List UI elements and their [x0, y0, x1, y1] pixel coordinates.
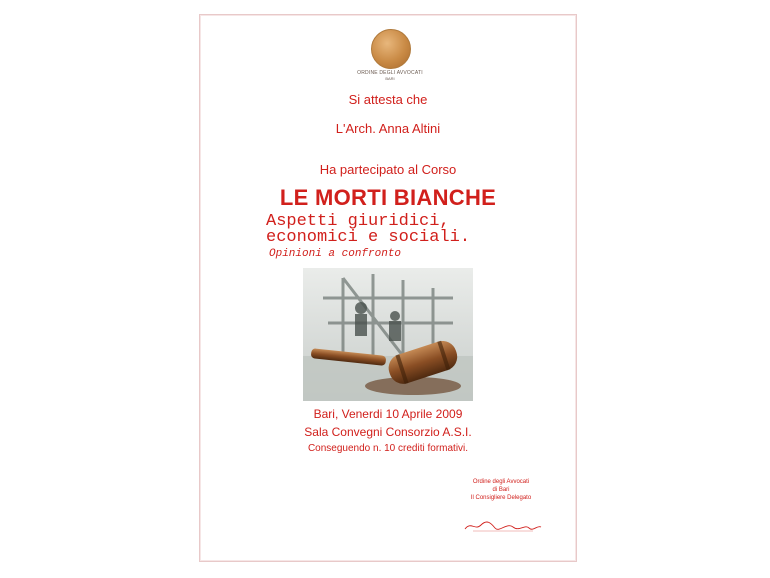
certificate-page [199, 14, 577, 562]
issuer-line-3: Il Consigliere Delegato [470, 495, 532, 501]
seal-logo-icon [371, 29, 411, 69]
event-date: Bari, Venerdi 10 Aprile 2009 [313, 407, 463, 421]
course-title: LE MORTI BIANCHE [279, 185, 497, 210]
issuer-block [436, 478, 566, 502]
course-tagline: Opinioni a confronto [269, 248, 402, 260]
course-subtitle [266, 214, 566, 246]
subtitle-line-1: Aspetti giuridici, [266, 212, 450, 231]
issuer-line-1: Ordine degli Avvocati [472, 479, 530, 485]
handwritten-signature [463, 519, 543, 533]
credits-text: Conseguendo n. 10 crediti formativi. [307, 443, 469, 454]
seal-caption: ORDINE DEGLI AVVOCATI [357, 70, 423, 76]
seal-subcaption: BARI [385, 76, 395, 81]
event-venue: Sala Convegni Consorzio A.S.I. [304, 425, 472, 439]
issuer-line-2: di Bari [492, 487, 510, 493]
participation-text: Ha partecipato al Corso [319, 162, 457, 177]
recipient-name: L'Arch. Anna Altini [335, 121, 441, 136]
attesta-text: Si attesta che [348, 92, 428, 107]
subtitle-line-2: economici e sociali. [266, 228, 471, 247]
gavel-construction-illustration [303, 268, 473, 401]
